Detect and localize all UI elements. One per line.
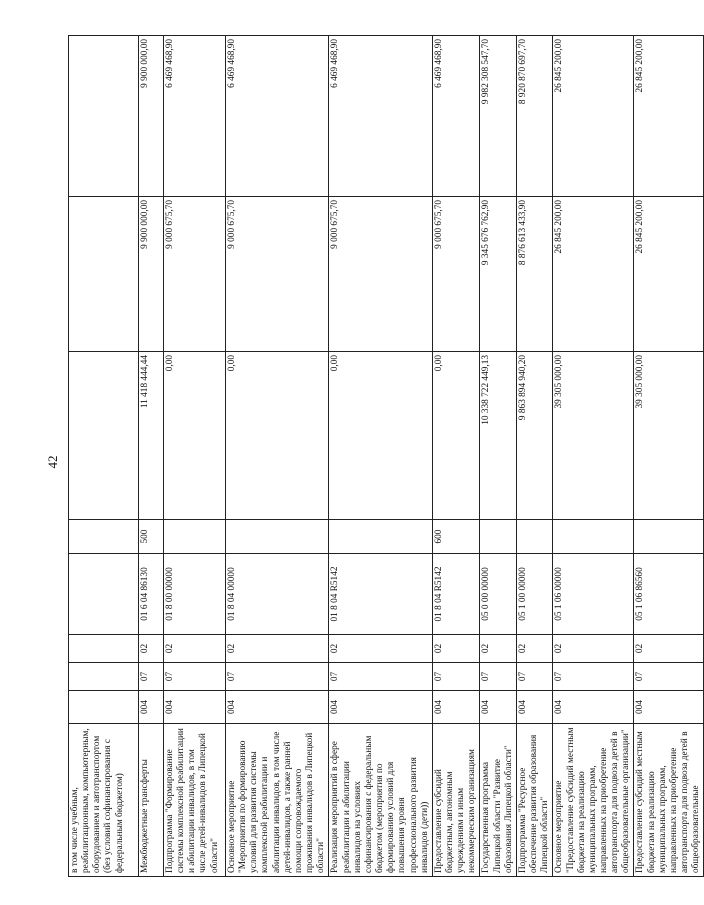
ministry-code-cell: 004 <box>139 691 164 724</box>
amount-year3-cell: 9 982 308 547,70 <box>480 36 516 197</box>
target-article-cell: 05 1 06 86560 <box>634 554 704 635</box>
amount-year2-cell: 9 900 000,00 <box>139 197 164 352</box>
target-article-cell: 05 1 00 00000 <box>516 554 552 635</box>
amount-year1-cell: 39 305 000,00 <box>634 352 704 520</box>
budget-table-container <box>68 36 702 877</box>
subsection-cell <box>69 635 139 663</box>
amount-year2-cell: 26 845 200,00 <box>634 197 704 352</box>
amount-year2-cell <box>69 197 139 352</box>
ministry-code-cell: 004 <box>432 691 480 724</box>
table-row <box>329 36 432 877</box>
amount-year1-cell: 0,00 <box>432 352 480 520</box>
target-article-cell <box>69 554 139 635</box>
expense-type-cell <box>69 520 139 554</box>
name-cell: Реализация мероприятий в сфере реабилитации и абилитации инвалидов на условиях софинансирования с федеральным бюджетом (мероприятия по формированию условий для повышения уровня профессионального развития инвалидов (дети)) <box>329 724 432 877</box>
target-article-cell: 01 8 04 00000 <box>226 554 329 635</box>
table-row <box>480 36 516 877</box>
section-cell: 07 <box>480 663 516 691</box>
table-row <box>139 36 164 877</box>
amount-year1-cell: 11 418 444,44 <box>139 352 164 520</box>
name-cell: Подпрограмма "Ресурсное обеспечение развития образования Липецкой области" <box>516 724 552 877</box>
name-cell: Основное мероприятие "Предоставление субсидий местным бюджетам на реализацию муниципальных программ, направленных на приобретение автотранспорта для подвоза детей в общеобразовательные организации" <box>553 724 634 877</box>
amount-year3-cell: 26 845 200,00 <box>634 36 704 197</box>
ministry-code-cell <box>69 691 139 724</box>
amount-year3-cell: 6 469 468,90 <box>432 36 480 197</box>
expense-type-cell <box>480 520 516 554</box>
amount-year2-cell: 9 000 675,70 <box>226 197 329 352</box>
amount-year3-cell <box>69 36 139 197</box>
subsection-cell: 02 <box>480 635 516 663</box>
ministry-code-cell: 004 <box>164 691 226 724</box>
subsection-cell: 02 <box>634 635 704 663</box>
target-article-cell: 01 8 04 R5142 <box>432 554 480 635</box>
expense-type-cell <box>516 520 552 554</box>
subsection-cell: 02 <box>139 635 164 663</box>
expense-type-cell <box>553 520 634 554</box>
amount-year1-cell: 0,00 <box>164 352 226 520</box>
amount-year1-cell: 9 863 894 940,20 <box>516 352 552 520</box>
amount-year1-cell <box>69 352 139 520</box>
subsection-cell: 02 <box>553 635 634 663</box>
name-cell: в том числе учебным, реабилитационным, компьютерным, оборудованием и автотранспортом (без условий софинансирования с федеральным бюджетом) <box>69 724 139 877</box>
amount-year3-cell: 8 920 870 697,70 <box>516 36 552 197</box>
target-article-cell: 01 6 04 86130 <box>139 554 164 635</box>
name-cell: Предоставление субсидий бюджетным, автономным учреждениям и иным некоммерческим организациям <box>432 724 480 877</box>
target-article-cell: 05 1 06 00000 <box>553 554 634 635</box>
amount-year1-cell: 39 305 000,00 <box>553 352 634 520</box>
expense-type-cell: 600 <box>432 520 480 554</box>
section-cell: 07 <box>226 663 329 691</box>
name-cell: Подпрограмма "Формирование системы комплексной реабилитации и абилитации инвалидов, в том числе детей-инвалидов в Липецкой области" <box>164 724 226 877</box>
table-row <box>164 36 226 877</box>
section-cell: 07 <box>553 663 634 691</box>
amount-year3-cell: 6 469 468,90 <box>164 36 226 197</box>
target-article-cell: 05 0 00 00000 <box>480 554 516 635</box>
amount-year2-cell: 9 000 675,70 <box>164 197 226 352</box>
amount-year1-cell: 0,00 <box>226 352 329 520</box>
name-cell: Основное мероприятие "Мероприятия по формированию условий для развития системы комплексной реабилитации и абилитации инвалидов, в том числе детей-инвалидов, а также ранней помощи сопровождаемого проживания инвалидов в Липецкой области" <box>226 724 329 877</box>
expense-type-cell: 500 <box>139 520 164 554</box>
amount-year1-cell: 0,00 <box>329 352 432 520</box>
ministry-code-cell: 004 <box>329 691 432 724</box>
amount-year3-cell: 6 469 468,90 <box>329 36 432 197</box>
section-cell: 07 <box>432 663 480 691</box>
subsection-cell: 02 <box>432 635 480 663</box>
section-cell: 07 <box>634 663 704 691</box>
budget-table <box>68 35 704 877</box>
ministry-code-cell: 004 <box>226 691 329 724</box>
amount-year1-cell: 10 338 722 449,13 <box>480 352 516 520</box>
budget-table-body <box>69 36 704 877</box>
subsection-cell: 02 <box>329 635 432 663</box>
table-row <box>69 36 139 877</box>
subsection-cell: 02 <box>164 635 226 663</box>
expense-type-cell <box>634 520 704 554</box>
amount-year2-cell: 9 000 675,70 <box>329 197 432 352</box>
amount-year3-cell: 9 900 000,00 <box>139 36 164 197</box>
section-cell <box>69 663 139 691</box>
table-row <box>634 36 704 877</box>
name-cell: Межбюджетные трансферты <box>139 724 164 877</box>
section-cell: 07 <box>164 663 226 691</box>
section-cell: 07 <box>329 663 432 691</box>
name-cell: Государственная программа Липецкой области "Развитие образования Липецкой области" <box>480 724 516 877</box>
table-row <box>553 36 634 877</box>
amount-year2-cell: 9 345 676 762,90 <box>480 197 516 352</box>
table-row <box>226 36 329 877</box>
target-article-cell: 01 8 00 00000 <box>164 554 226 635</box>
ministry-code-cell: 004 <box>634 691 704 724</box>
section-cell: 07 <box>516 663 552 691</box>
amount-year3-cell: 6 469 468,90 <box>226 36 329 197</box>
subsection-cell: 02 <box>516 635 552 663</box>
section-cell: 07 <box>139 663 164 691</box>
table-row <box>516 36 552 877</box>
amount-year3-cell: 26 845 200,00 <box>553 36 634 197</box>
target-article-cell: 01 8 04 R5142 <box>329 554 432 635</box>
page-number: 42 <box>45 455 60 469</box>
expense-type-cell <box>329 520 432 554</box>
expense-type-cell <box>226 520 329 554</box>
expense-type-cell <box>164 520 226 554</box>
name-cell: Предоставление субсидий местным бюджетам на реализацию муниципальных программ, направленных на приобретение автотранспорта для подвоза детей в общеобразовательные <box>634 724 704 877</box>
ministry-code-cell: 004 <box>553 691 634 724</box>
ministry-code-cell: 004 <box>480 691 516 724</box>
subsection-cell: 02 <box>226 635 329 663</box>
amount-year2-cell: 9 000 675,70 <box>432 197 480 352</box>
table-row <box>432 36 480 877</box>
amount-year2-cell: 26 845 200,00 <box>553 197 634 352</box>
ministry-code-cell: 004 <box>516 691 552 724</box>
amount-year2-cell: 8 876 613 433,90 <box>516 197 552 352</box>
